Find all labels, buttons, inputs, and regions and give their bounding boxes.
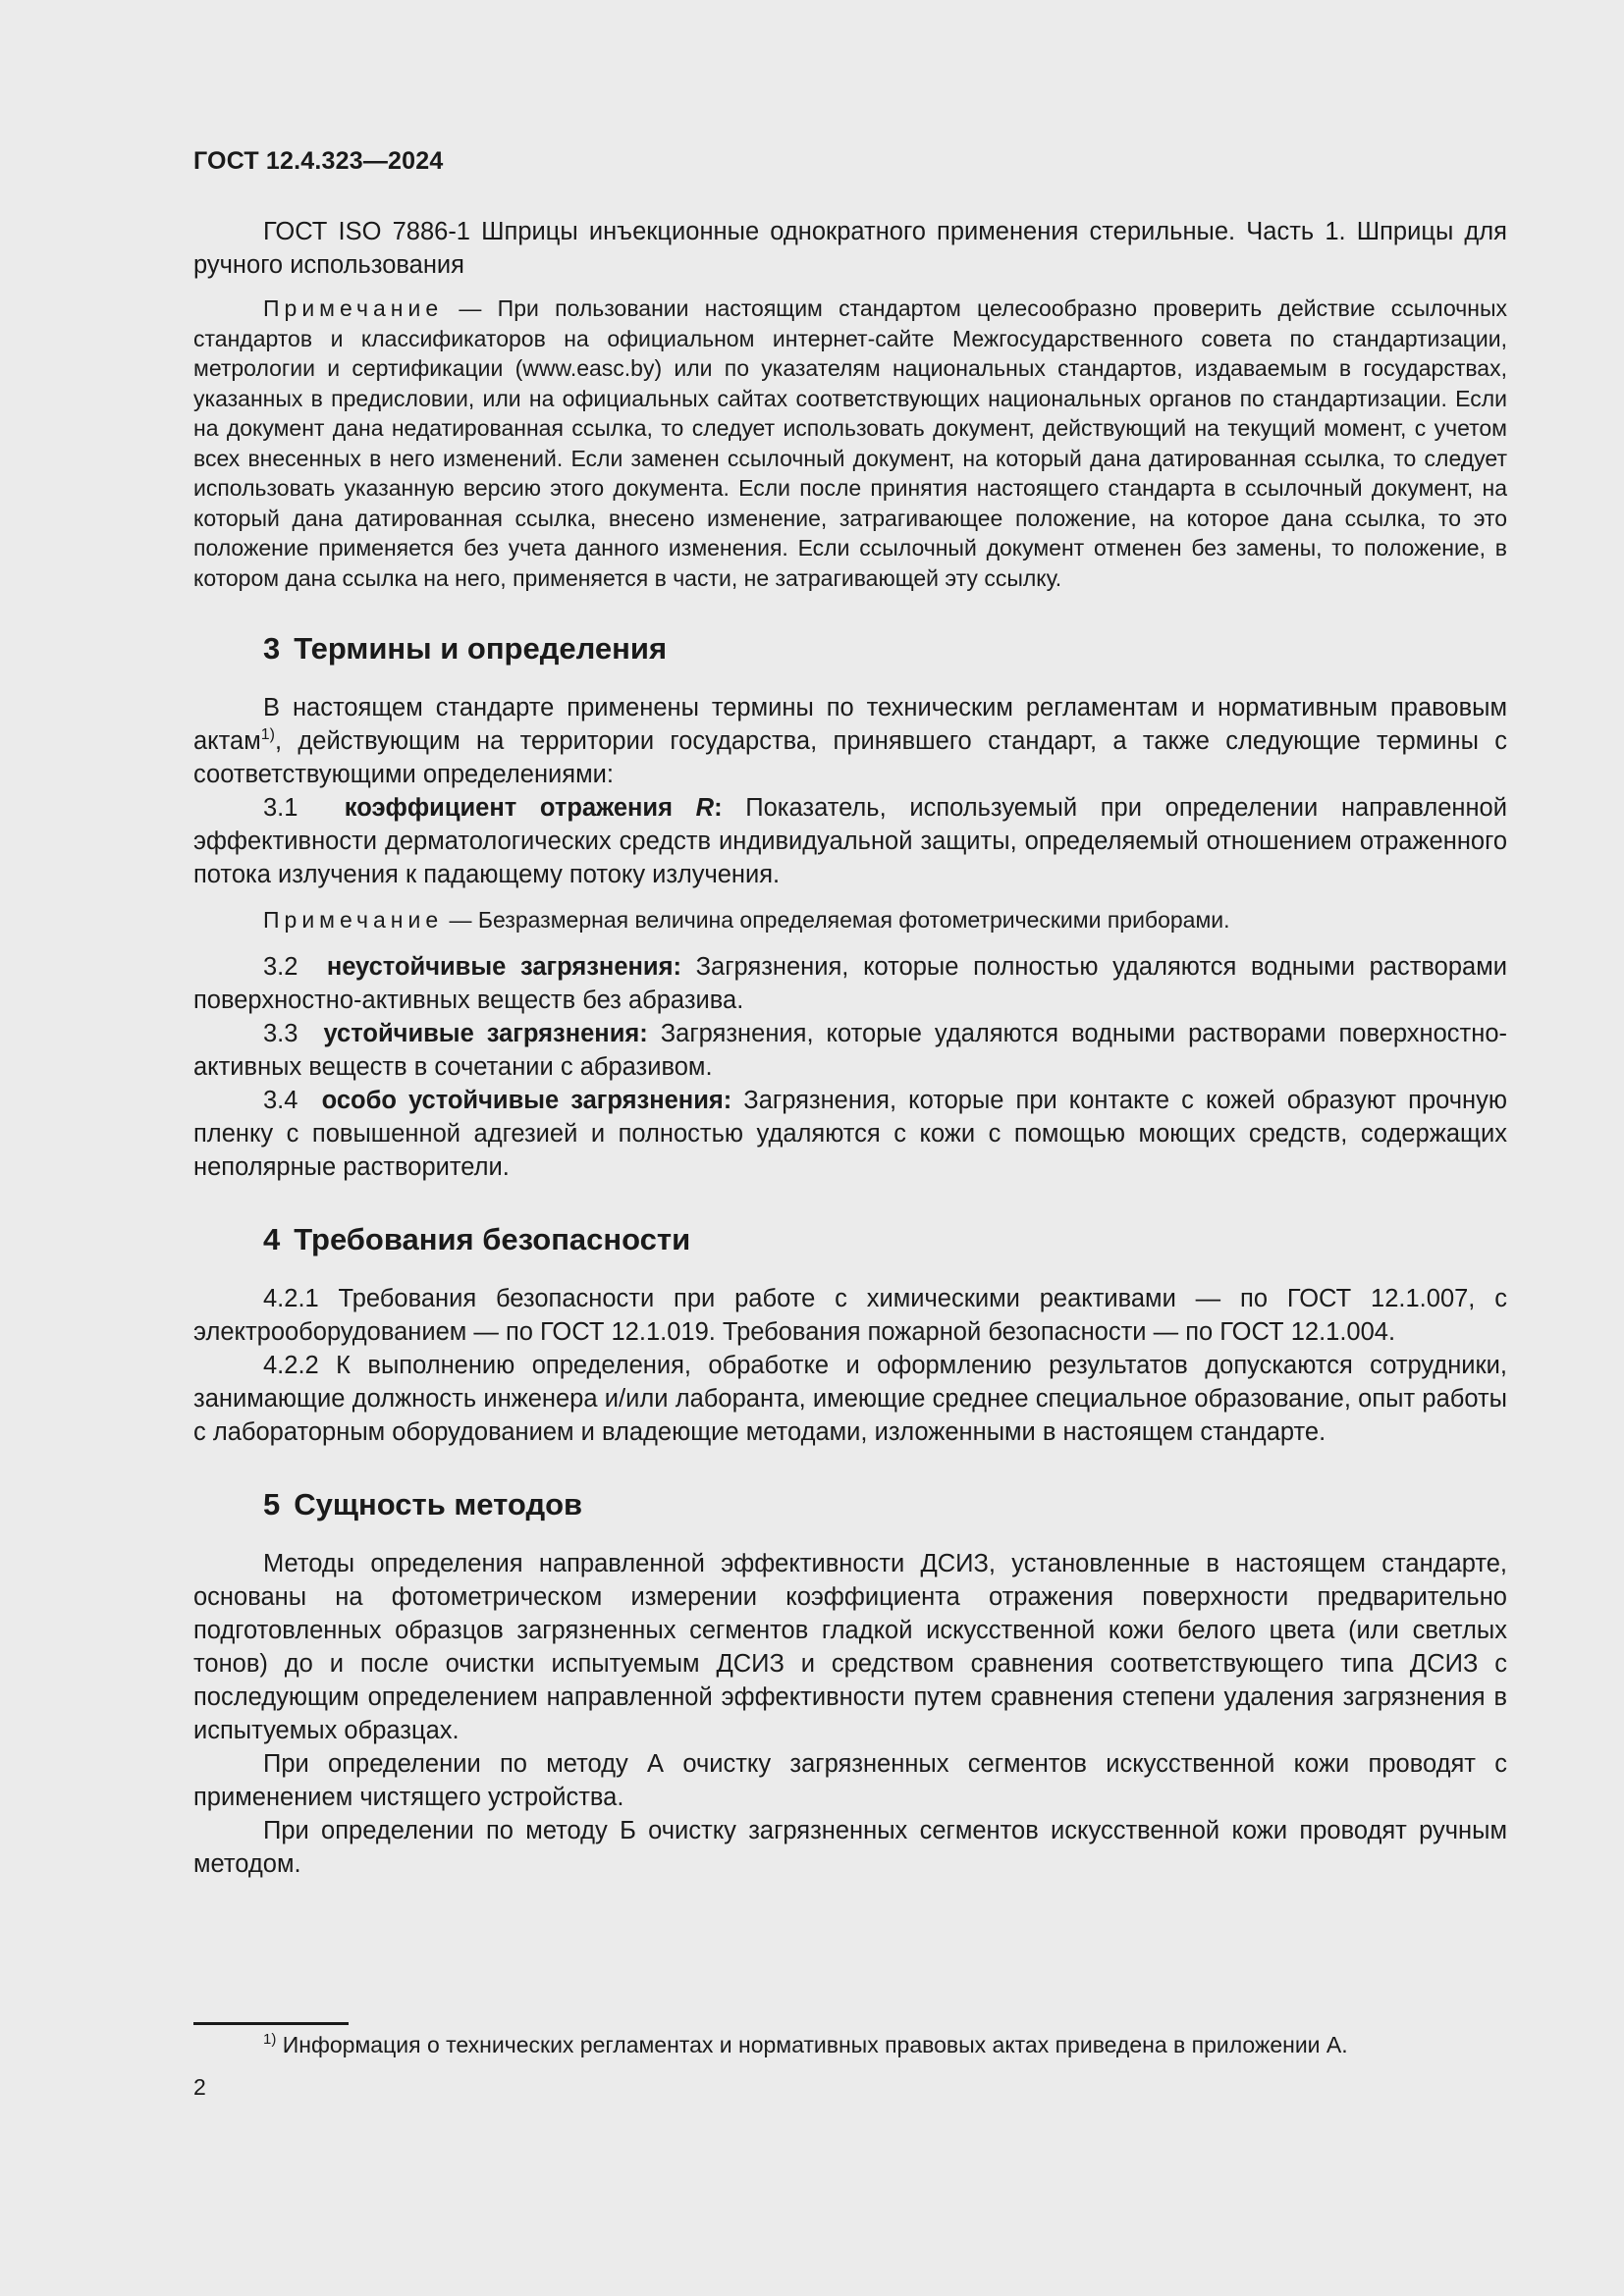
term-3-3: [193, 1017, 1507, 1084]
term-definition: Загрязнения, которые удаляются водными растворами поверхностно-активных веществ в сочетании с абразивом.: [193, 1020, 1507, 1081]
section-title: Сущность методов: [294, 1487, 583, 1522]
note-text: — Безразмерная величина определяемая фотометрическими приборами.: [443, 907, 1230, 933]
section-title: Требования безопасности: [294, 1222, 691, 1256]
terms-intro: [193, 691, 1507, 791]
footnote-text: Информация о технических регламентах и нормативных правовых актах приведена в приложении А.: [276, 2032, 1348, 2057]
normative-reference: ГОСТ ISO 7886-1 Шприцы инъекционные однократного применения стерильные. Часть 1. Шприцы для ручного использования: [193, 218, 1507, 279]
term-name: неустойчивые загрязнения:: [326, 953, 681, 981]
term-definition: Показатель, используемый при определении направленной эффективности дерматологических средств индивидуальной защиты, определяемый отношением отраженного потока излучения к падающему потоку излучения.: [193, 794, 1507, 888]
footnote-divider: [193, 2022, 349, 2025]
note-label: Примечание: [263, 907, 444, 933]
term-definition: Загрязнения, которые полностью удаляются водными растворами поверхностно-активных веществ без абразива.: [193, 953, 1507, 1014]
term-name: коэффициент отражения: [344, 794, 673, 822]
section-title: Термины и определения: [294, 631, 668, 666]
term-3-1-note: [193, 905, 1507, 934]
methods-paragraph-1: Методы определения направленной эффективности ДСИЗ, установленные в настоящем стандарте, основаны на фотометрическом измерении коэффициента отражения поверхности предварительно подготовленных образцов загрязненных сегментов гладкой искусственной кожи белого цвета (или светлых тонов) до и после очистки испытуемым ДСИЗ и средством сравнения соответствующего типа ДСИЗ с последующим определением направленной эффективности путем сравнения степени удаления загрязнения в испытуемых образцах.: [193, 1550, 1507, 1744]
section-5-heading: [263, 1486, 1507, 1523]
page-number: 2: [193, 2074, 206, 2100]
references-note: [193, 294, 1507, 593]
term-definition: Загрязнения, которые при контакте с кожей образуют прочную пленку с повышенной адгезией и полностью удаляются с кожи с помощью моющих средств, содержащих неполярные растворители.: [193, 1087, 1508, 1181]
term-name: устойчивые загрязнения:: [323, 1020, 648, 1047]
term-name: особо устойчивые загрязнения:: [321, 1087, 732, 1114]
term-number: 3.2: [263, 953, 298, 981]
term-number: 3.3: [263, 1020, 298, 1047]
methods-paragraph-2: При определении по методу А очистку загрязненных сегментов искусственной кожи проводят с применением чистящего устройства.: [193, 1750, 1507, 1811]
methods-paragraph-3: При определении по методу Б очистку загрязненных сегментов искусственной кожи проводят ручным методом.: [193, 1817, 1507, 1878]
term-colon: :: [714, 794, 723, 822]
page-content: [193, 147, 1507, 1881]
footnote-ref: 1): [260, 726, 275, 743]
footnote: [263, 2030, 1348, 2059]
clause-4-2-2: 4.2.2 К выполнению определения, обработке и оформлению результатов допускаются сотрудники, занимающие должность инженера и/или лаборанта, имеющие среднее специальное образование, опыт работы с лабораторным оборудованием и владеющие методами, изложенными в настоящем стандарте.: [193, 1352, 1507, 1446]
term-3-1: [193, 791, 1507, 891]
footnote-marker: 1): [263, 2031, 277, 2048]
standard-header: ГОСТ 12.4.323—2024: [193, 147, 444, 175]
section-number: 3: [263, 631, 281, 666]
term-3-2: [193, 950, 1507, 1017]
section-4-heading: [263, 1221, 1507, 1258]
term-number: 3.4: [263, 1087, 298, 1114]
term-symbol: R: [695, 794, 715, 822]
section-number: 5: [263, 1487, 281, 1522]
term-3-4: [193, 1084, 1507, 1184]
intro-text-cont: , действующим на территории государства, принявшего стандарт, а также следующие термины с соответствующими определениями:: [193, 727, 1507, 788]
clause-4-2-1: 4.2.1 Требования безопасности при работе с химическими реактивами — по ГОСТ 12.1.007, с электрооборудованием — по ГОСТ 12.1.019. Требования пожарной безопасности — по ГОСТ 12.1.004.: [193, 1285, 1507, 1346]
section-3-heading: [263, 630, 1507, 667]
term-number: 3.1: [263, 794, 298, 822]
note-label: Примечание: [263, 295, 444, 321]
section-number: 4: [263, 1222, 281, 1256]
intro-text: В настоящем стандарте применены термины по техническим регламентам и нормативным правовым актам: [193, 694, 1507, 755]
note-text: — При пользовании настоящим стандартом целесообразно проверить действие ссылочных стандартов и классификаторов на официальном интернет-сайте Межгосударственного совета по стандартизации, метрологии и сертификации (www.easc.by) или по указателям национальных стандартов, издаваемым в государствах, указанных в предисловии, или на официальных сайтах соответствующих национальных органов по стандартизации. Если на документ дана недатированная ссылка, то следует использовать документ, действующий на текущий момент, с учетом всех внесенных в него изменений. Если заменен ссылочный документ, на который дана датированная ссылка, то следует использовать указанную версию этого документа. Если после принятия настоящего стандарта в ссылочный документ, на который дана датированная ссылка, внесено изменение, затрагивающее положение, на которое дана ссылка, то это положение применяется без учета данного изменения. Если ссылочный документ отменен без замены, то положение, в котором дана ссылка на него, применяется в части, не затрагивающей эту ссылку.: [193, 295, 1507, 591]
